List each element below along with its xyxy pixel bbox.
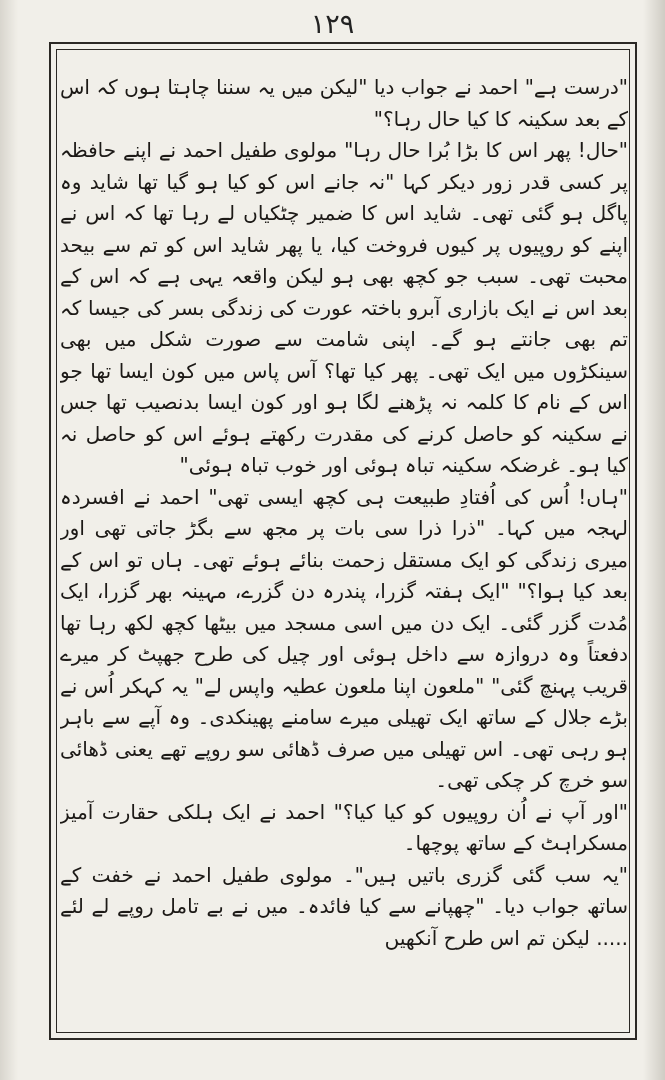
paragraph-2: "حال! پھر اس کا بڑا بُرا حال رہا" مولوی طفیل احمد نے اپنے حافظہ پر کسی قدر زور دیکر کہا "نہ جانے اس کو کیا ہو گیا تھا شاید وہ پاگل ہو گئی تھی۔ شاید اس کا ضمیر چٹکیاں لے رہا تھا کہ اس نے اپنے کو روپیوں پر کیوں فروخت کیا، یا پھر شاید اس کو تم سے بیحد محبت تھی۔ سبب جو کچھ بھی ہو لیکن واقعہ یہی ہے کہ اس کے بعد اس نے ایک بازاری آبرو باختہ عورت کی زندگی بسر کی جیسا کہ تم بھی جانتے ہو گے۔ اپنی شامت سے صورت شکل میں بھی سینکڑوں میں ایک تھی۔ پھر کیا تھا؟ آس پاس میں کون ایسا تھا جو اس کے نام کا کلمہ نہ پڑھنے لگا ہو اور کون ایسا بدنصیب تھا جس نے سکینہ کو حاصل کرنے کی مقدرت رکھتے ہوئے اس کو حاصل نہ کیا ہو۔ غرضکہ سکینہ تباہ ہوئی اور خوب تباہ ہوئی" (60, 138, 628, 477)
page-number: ۱۲۹ (310, 9, 355, 40)
page-right-shadow (643, 0, 665, 1080)
paragraph-1: "درست ہے" احمد نے جواب دیا "لیکن میں یہ سننا چاہتا ہوں کہ اس کے بعد سکینہ کا کیا حال رہا؟" (60, 75, 628, 131)
paragraph-4: "اور آپ نے اُن روپیوں کو کیا کیا؟" احمد نے ایک ہلکی حقارت آمیز مسکراہٹ کے ساتھ پوچھا۔ (60, 799, 628, 855)
paragraph-5: "یہ سب گئی گزری باتیں ہیں"۔ مولوی طفیل احمد نے خفت کے ساتھ جواب دیا۔ "چھپانے سے کیا فائدہ۔ میں نے بے تامل روپے لے لئے ..... لیکن تم اس طرح آنکھیں (60, 862, 628, 950)
paragraph-3: "ہاں! اُس کی اُفتادِ طبیعت ہی کچھ ایسی تھی" احمد نے افسردہ لہجہ میں کہا۔ "ذرا ذرا سی بات پر مجھ سے بگڑ جاتی تھی اور میری زندگی کو ایک مستقل زحمت بنائے ہوئے تھی۔ ہاں تو اس کے بعد کیا ہوا؟" "ایک ہفتہ گزرا، پندرہ دن گزرے، مہینہ بھر گزرا، ایک مُدت گزر گئی۔ ایک دن میں اسی مسجد میں بیٹھا کچھ لکھ رہا تھا دفعتاً وہ دروازہ سے داخل ہوئی اور چیل کی طرح جھپٹ کر میرے قریب پہنچ گئی" "ملعون اپنا ملعون عطیہ واپس لے" یہ کہکر اُس نے بڑے جلال کے ساتھ ایک تھیلی میرے سامنے پھینکدی۔ وہ آپے سے باہر ہو رہی تھی۔ اس تھیلی میں صرف ڈھائی سو روپے تھے یعنی ڈھائی سو خرچ کر چکی تھی۔ (60, 484, 628, 792)
body-text (60, 72, 628, 1030)
page-left-shadow (0, 0, 18, 1080)
